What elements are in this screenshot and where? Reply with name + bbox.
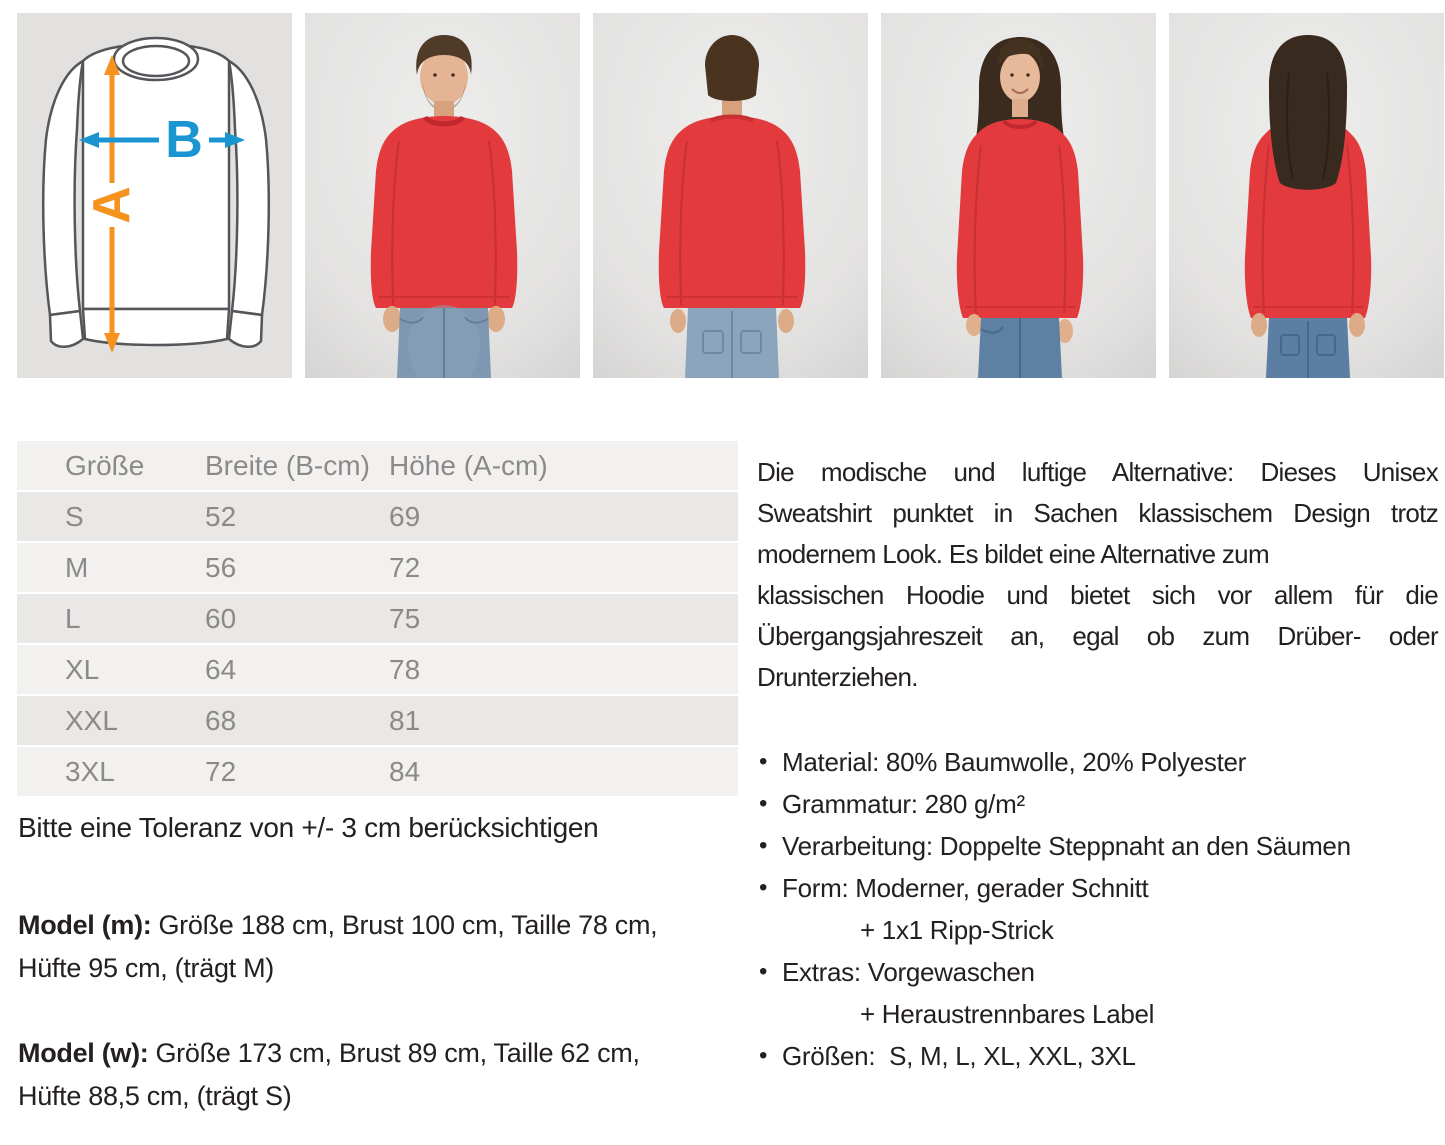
model-m-label: Model (m): <box>18 910 152 940</box>
feature-item: • Größen: S, M, L, XL, XXL, 3XL <box>757 1035 1438 1077</box>
feature-item: • Form: Moderner, gerader Schnitt <box>757 867 1438 909</box>
hand <box>670 309 686 333</box>
feature-list <box>757 741 1438 1077</box>
photo-woman-back <box>1169 13 1444 378</box>
header-breite: Breite (B-cm) <box>205 450 370 481</box>
feature-item: + Heraustrennbares Label <box>860 999 1155 1029</box>
neck <box>1012 99 1028 117</box>
table-row: 3XL 72 84 <box>17 747 738 796</box>
hand <box>1251 313 1267 337</box>
arrow-b-label: B <box>165 111 203 169</box>
table-row: S 52 69 <box>17 492 738 541</box>
arrow-a-label: A <box>83 186 141 224</box>
feature-item: + 1x1 Ripp-Strick <box>860 915 1054 945</box>
table-row: XL 64 78 <box>17 645 738 694</box>
header-hoehe: Höhe (A-cm) <box>389 450 548 481</box>
model-info-w: Model (w): Größe 173 cm, Brust 89 cm, Taille 62 cm, Hüfte 88,5 cm, (trägt S) <box>18 1038 640 1111</box>
photo-man-back <box>593 13 868 378</box>
photo-woman-front <box>881 13 1156 378</box>
hair <box>705 35 759 101</box>
hand <box>1349 313 1365 337</box>
size-table <box>17 441 738 798</box>
feature-item: • Verarbeitung: Doppelte Steppnaht an den Säumen <box>757 825 1438 867</box>
man-front-illustration <box>305 13 580 378</box>
hair <box>1269 35 1347 190</box>
hand <box>487 306 505 332</box>
size-diagram-image <box>17 13 292 378</box>
feature-item: • Grammatur: 280 g/m² <box>757 783 1438 825</box>
header-groesse: Größe <box>65 450 145 481</box>
hand <box>778 309 794 333</box>
table-row: L 60 75 <box>17 594 738 643</box>
model-info-m: Model (m): Größe 188 cm, Brust 100 cm, Taille 78 cm, Hüfte 95 cm, (trägt M) <box>18 910 658 983</box>
model-w-label: Model (w): <box>18 1038 149 1068</box>
hand <box>966 314 982 336</box>
woman-front-illustration <box>881 13 1156 378</box>
product-description: Die modische und luftige Alternative: Dieses Unisex Sweatshirt punktet in Sachen klassischem Design trotz modernem Look. Es bildet eine Alternative zum klassischen Hoodie und bietet sich vor allem für die Übergangsjahreszeit an, egal ob zum Drüber- oder Drunterziehen. <box>757 457 1438 692</box>
photo-man-front <box>305 13 580 378</box>
product-image-strip <box>17 13 1444 378</box>
feature-item: • Material: 80% Baumwolle, 20% Polyester <box>757 741 1438 783</box>
table-row: M 56 72 <box>17 543 738 592</box>
woman-back-illustration <box>1169 13 1444 378</box>
size-diagram-svg <box>17 13 292 378</box>
tolerance-note: Bitte eine Toleranz von +/- 3 cm berücksichtigen <box>18 812 599 843</box>
size-table-header <box>17 441 738 490</box>
man-back-illustration <box>593 13 868 378</box>
table-row: XXL 68 81 <box>17 696 738 745</box>
feature-item: • Extras: Vorgewaschen <box>757 951 1438 993</box>
face <box>1000 52 1040 102</box>
hand <box>383 306 401 332</box>
